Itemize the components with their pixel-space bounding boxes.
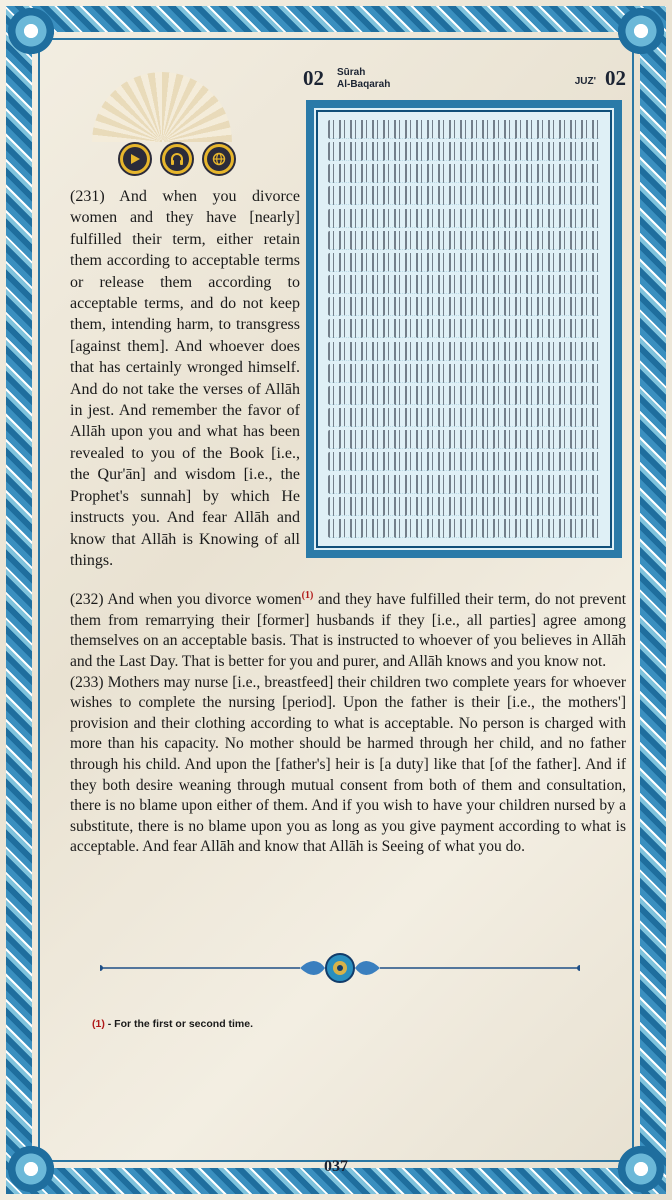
play-icon <box>123 147 147 171</box>
arabic-mushaf-panel <box>306 100 622 558</box>
corner-ornament <box>4 4 58 58</box>
arabic-text-line <box>328 386 600 405</box>
surah-label: Sūrah <box>337 67 366 78</box>
arabic-text-line <box>328 408 600 427</box>
arabic-text-lines <box>328 120 600 538</box>
translation-button[interactable] <box>202 142 236 176</box>
verse-232-start: (232) And when you divorce women <box>70 591 302 609</box>
arabic-text-line <box>328 142 600 161</box>
arabic-text-line <box>328 209 600 228</box>
arabic-text-line <box>328 364 600 383</box>
verses-232-233 <box>70 586 626 858</box>
listen-button[interactable] <box>160 142 194 176</box>
arabic-text-line <box>328 297 600 316</box>
ornamental-divider <box>100 948 580 988</box>
arabic-text-line <box>328 342 600 361</box>
arabic-text-line <box>328 164 600 183</box>
juz-label: JUZ' <box>574 76 596 87</box>
footnote-text: - For the first or second time. <box>104 1018 254 1030</box>
corner-ornament <box>614 4 668 58</box>
verse-233: (233) Mothers may nurse [i.e., breastfeed] their children two complete years for whoever wishes to complete the nursing [period]. Upon the father is their [i.e., the mothers'] provision and their clothing according to what is acceptable. No person is charged with more than his capacity. No mother should be harmed through her child, and no father through his child. And upon the [father's] heir is [a duty] like that [of the father]. And if they both desire weaning through mutual consent from both of them and consultation, there is no blame upon either of them. And if you wish to have your children nursed by a substitute, there is no blame upon you as long as you give payment according to what is acceptable. And fear Allāh and know that Allāh is Seeing of what you do. <box>70 673 626 856</box>
footnote <box>92 1018 253 1030</box>
arabic-text-line <box>328 275 600 294</box>
mandala-ornament <box>92 72 232 142</box>
verse-231: (231) And when you divorce women and they have [nearly] fulfilled their term, either retain them according to acceptable terms or release them according to acceptable terms, and do not keep them, intending harm, to transgress [against them]. And whoever does that has certainly wronged himself. And do not take the verses of Allāh in jest. And remember the favor of Allāh upon you and what has been revealed to you of the Book [i.e., the Qur'ān] and wisdom [i.e., the Prophet's sunnah] by which He instructs you. And fear Allāh and know that Allāh is Knowing of all things. <box>70 188 300 569</box>
verse-232 <box>70 586 626 673</box>
arabic-text-line <box>328 253 600 272</box>
arabic-text-line <box>328 519 600 538</box>
surah-number: 02 <box>303 66 324 90</box>
audio-controls <box>118 142 236 176</box>
arabic-text-line <box>328 231 600 250</box>
arabic-text-line <box>328 475 600 494</box>
arabic-text-line <box>328 120 600 139</box>
footnote-mark: (1) <box>92 1018 105 1030</box>
play-button[interactable] <box>118 142 152 176</box>
page-number: 037 <box>324 1158 348 1175</box>
arabic-text-line <box>328 186 600 205</box>
juz-number: 02 <box>605 66 626 90</box>
footnote-marker[interactable]: (1) <box>301 590 314 601</box>
arabic-text-line <box>328 430 600 449</box>
verse-232-rest: and they have fulfilled their term, do not prevent them from remarrying their [former] husbands if they [i.e., all parties] agree among themselves on an acceptable basis. That is instructed to whoever of you believes in Allāh and the Last Day. That is better for you and purer, and Allāh knows and you know not. <box>70 591 626 670</box>
page-header <box>303 64 626 100</box>
arabic-text-line <box>328 452 600 471</box>
globe-icon <box>207 147 231 171</box>
headphones-icon <box>165 147 189 171</box>
surah-title: Al-Baqarah <box>337 79 391 90</box>
arabic-text-line <box>328 497 600 516</box>
surah-name <box>337 67 390 91</box>
arabic-text-line <box>328 319 600 338</box>
